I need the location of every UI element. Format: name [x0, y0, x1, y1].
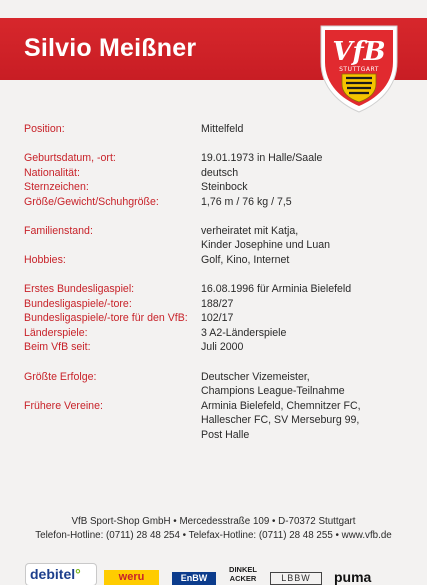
puma-logo: puma — [334, 569, 372, 585]
player-name: Silvio Meißner — [24, 34, 197, 62]
profile-value: 102/17 — [201, 312, 234, 324]
profile-value: Kinder Josephine und Luan — [201, 239, 330, 251]
profile-label: Größe/Gewicht/Schuhgröße: — [24, 196, 159, 208]
profile-value: Golf, Kino, Internet — [201, 254, 290, 266]
profile-value: deutsch — [201, 167, 239, 179]
profile-value: 1,76 m / 76 kg / 7,5 — [201, 196, 292, 208]
profile-label: Sternzeichen: — [24, 181, 89, 193]
profile-label: Erstes Bundesligaspiel: — [24, 283, 135, 295]
sponsor-bar — [0, 558, 427, 585]
enbw-logo: EnBW — [172, 572, 216, 585]
profile-label: Nationalität: — [24, 167, 80, 179]
profile-value: 188/27 — [201, 298, 234, 310]
profile-value: 16.08.1996 für Arminia Bielefeld — [201, 283, 352, 295]
profile-value: Hallescher FC, SV Merseburg 99, — [201, 414, 360, 426]
profile-label: Beim VfB seit: — [24, 341, 91, 353]
profile-value: Steinbock — [201, 181, 248, 193]
crest-letters: VfB — [332, 37, 386, 67]
profile-value: Arminia Bielefeld, Chemnitzer FC, — [201, 400, 361, 412]
footer-contact: Telefon-Hotline: (0711) 28 48 254 • Telefax-Hotline: (0711) 28 48 255 • www.vfb.de — [35, 530, 392, 541]
dinkelacker-logo-line1: DINKEL — [229, 565, 257, 574]
profile-label: Länderspiele: — [24, 327, 88, 339]
profile-label: Frühere Vereine: — [24, 400, 103, 412]
profile-value: Champions League-Teilnahme — [201, 385, 345, 397]
profile-label: Familienstand: — [24, 225, 93, 237]
profile-value: Post Halle — [201, 429, 250, 441]
profile-label: Position: — [24, 123, 65, 135]
profile-value: verheiratet mit Katja, — [201, 225, 299, 237]
profile-label: Größte Erfolge: — [24, 371, 97, 383]
profile-value: 19.01.1973 in Halle/Saale — [201, 152, 323, 164]
profile-value: Mittelfeld — [201, 123, 244, 135]
weru-logo: weru — [104, 570, 159, 585]
profile-label: Bundesligaspiele/-tore: — [24, 298, 132, 310]
profile-label: Geburtsdatum, -ort: — [24, 152, 116, 164]
profile-value: Juli 2000 — [201, 341, 244, 353]
dinkelacker-logo — [226, 566, 260, 585]
debitel-logo-text: debitel — [30, 566, 76, 582]
dinkelacker-logo-line2: ACKER — [229, 573, 257, 583]
profile-value: 3 A2-Länderspiele — [201, 327, 287, 339]
profile-value: Deutscher Vizemeister, — [201, 371, 310, 383]
footer-address: VfB Sport-Shop GmbH • Mercedesstraße 109 • D-70372 Stuttgart — [71, 516, 356, 527]
profile-label: Hobbies: — [24, 254, 66, 266]
profile-label: Bundesligaspiele/-tore für den VfB: — [24, 312, 188, 324]
crest-subtext: STUTTGART — [339, 66, 379, 73]
lbbw-logo: LBBW — [270, 572, 322, 585]
debitel-logo: debitel° — [26, 564, 96, 585]
